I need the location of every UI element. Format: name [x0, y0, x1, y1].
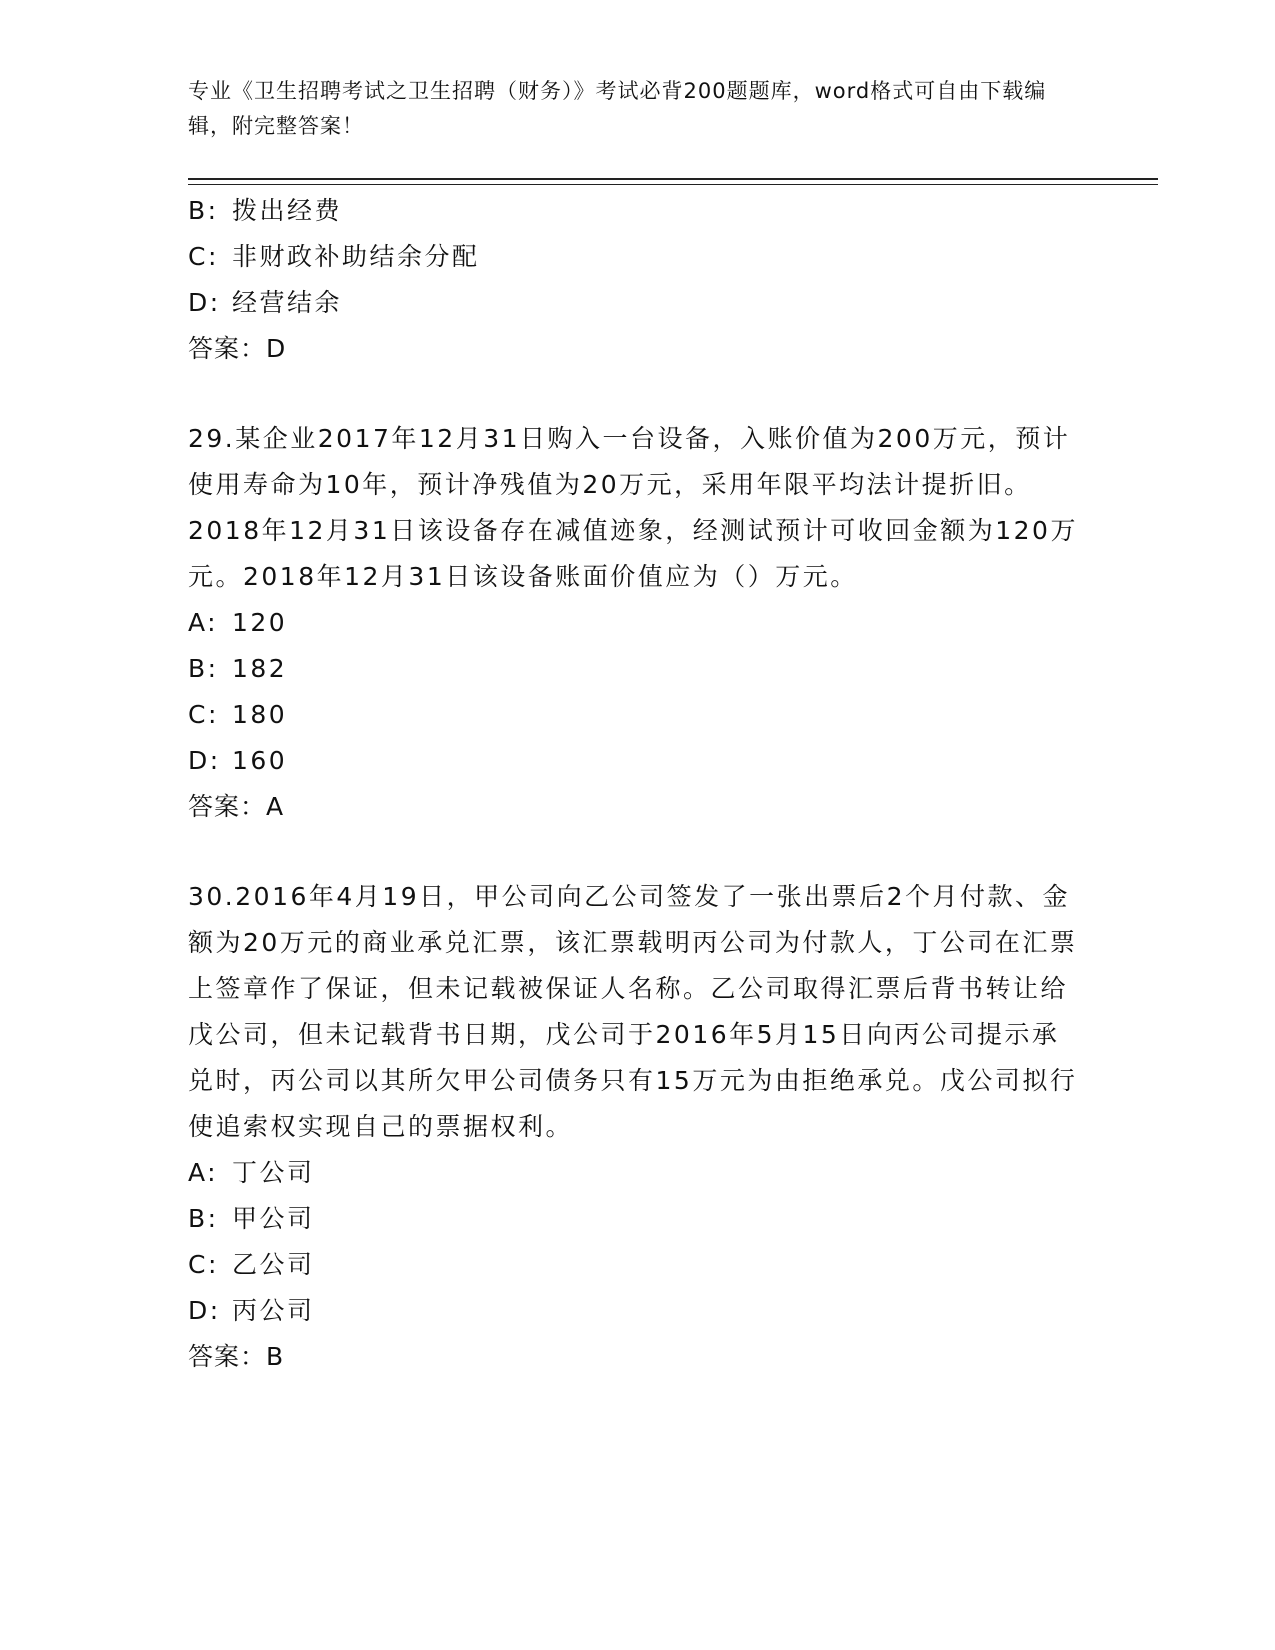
- option-c: C: 乙公司: [188, 1250, 315, 1279]
- question-29: [188, 416, 1078, 830]
- option-a: A: 120: [188, 608, 288, 637]
- option-c: C: 非财政补助结余分配: [188, 242, 480, 271]
- document-body: [188, 188, 1078, 1380]
- option-c: C: 180: [188, 700, 288, 729]
- option-b: B: 拨出经费: [188, 196, 343, 225]
- header-divider-thin: [188, 184, 1158, 185]
- option-d: D: 160: [188, 746, 288, 775]
- option-b: B: 182: [188, 654, 288, 683]
- question-stem: 29.某企业2017年12月31日购入一台设备，入账价值为200万元，预计使用寿命为10年，预计净残值为20万元，采用年限平均法计提折旧。2018年12月31日该设备存在减值迹象，经测试预计可收回金额为120万元。2018年12月31日该设备账面价值应为（）万元。: [188, 424, 1078, 591]
- answer: 答案：A: [188, 792, 285, 821]
- question-30: [188, 874, 1078, 1380]
- option-d: D: 经营结余: [188, 288, 343, 317]
- option-a: A: 丁公司: [188, 1158, 315, 1187]
- answer: 答案：D: [188, 334, 287, 363]
- prev-question: [188, 188, 1078, 372]
- document-header: 专业《卫生招聘考试之卫生招聘（财务）》考试必背200题题库，word格式可自由下载编辑，附完整答案！: [188, 79, 1047, 138]
- header-divider-thick: [188, 178, 1158, 180]
- option-b: B: 甲公司: [188, 1204, 315, 1233]
- option-d: D: 丙公司: [188, 1296, 315, 1325]
- question-stem: 30.2016年4月19日，甲公司向乙公司签发了一张出票后2个月付款、金额为20万元的商业承兑汇票，该汇票载明丙公司为付款人，丁公司在汇票上签章作了保证，但未记载被保证人名称。乙公司取得汇票后背书转让给戊公司，但未记载背书日期，戊公司于2016年5月15日向丙公司提示承兑时，丙公司以其所欠甲公司债务只有15万元为由拒绝承兑。戊公司拟行使追索权实现自己的票据权利。: [188, 882, 1078, 1141]
- answer: 答案：B: [188, 1342, 285, 1371]
